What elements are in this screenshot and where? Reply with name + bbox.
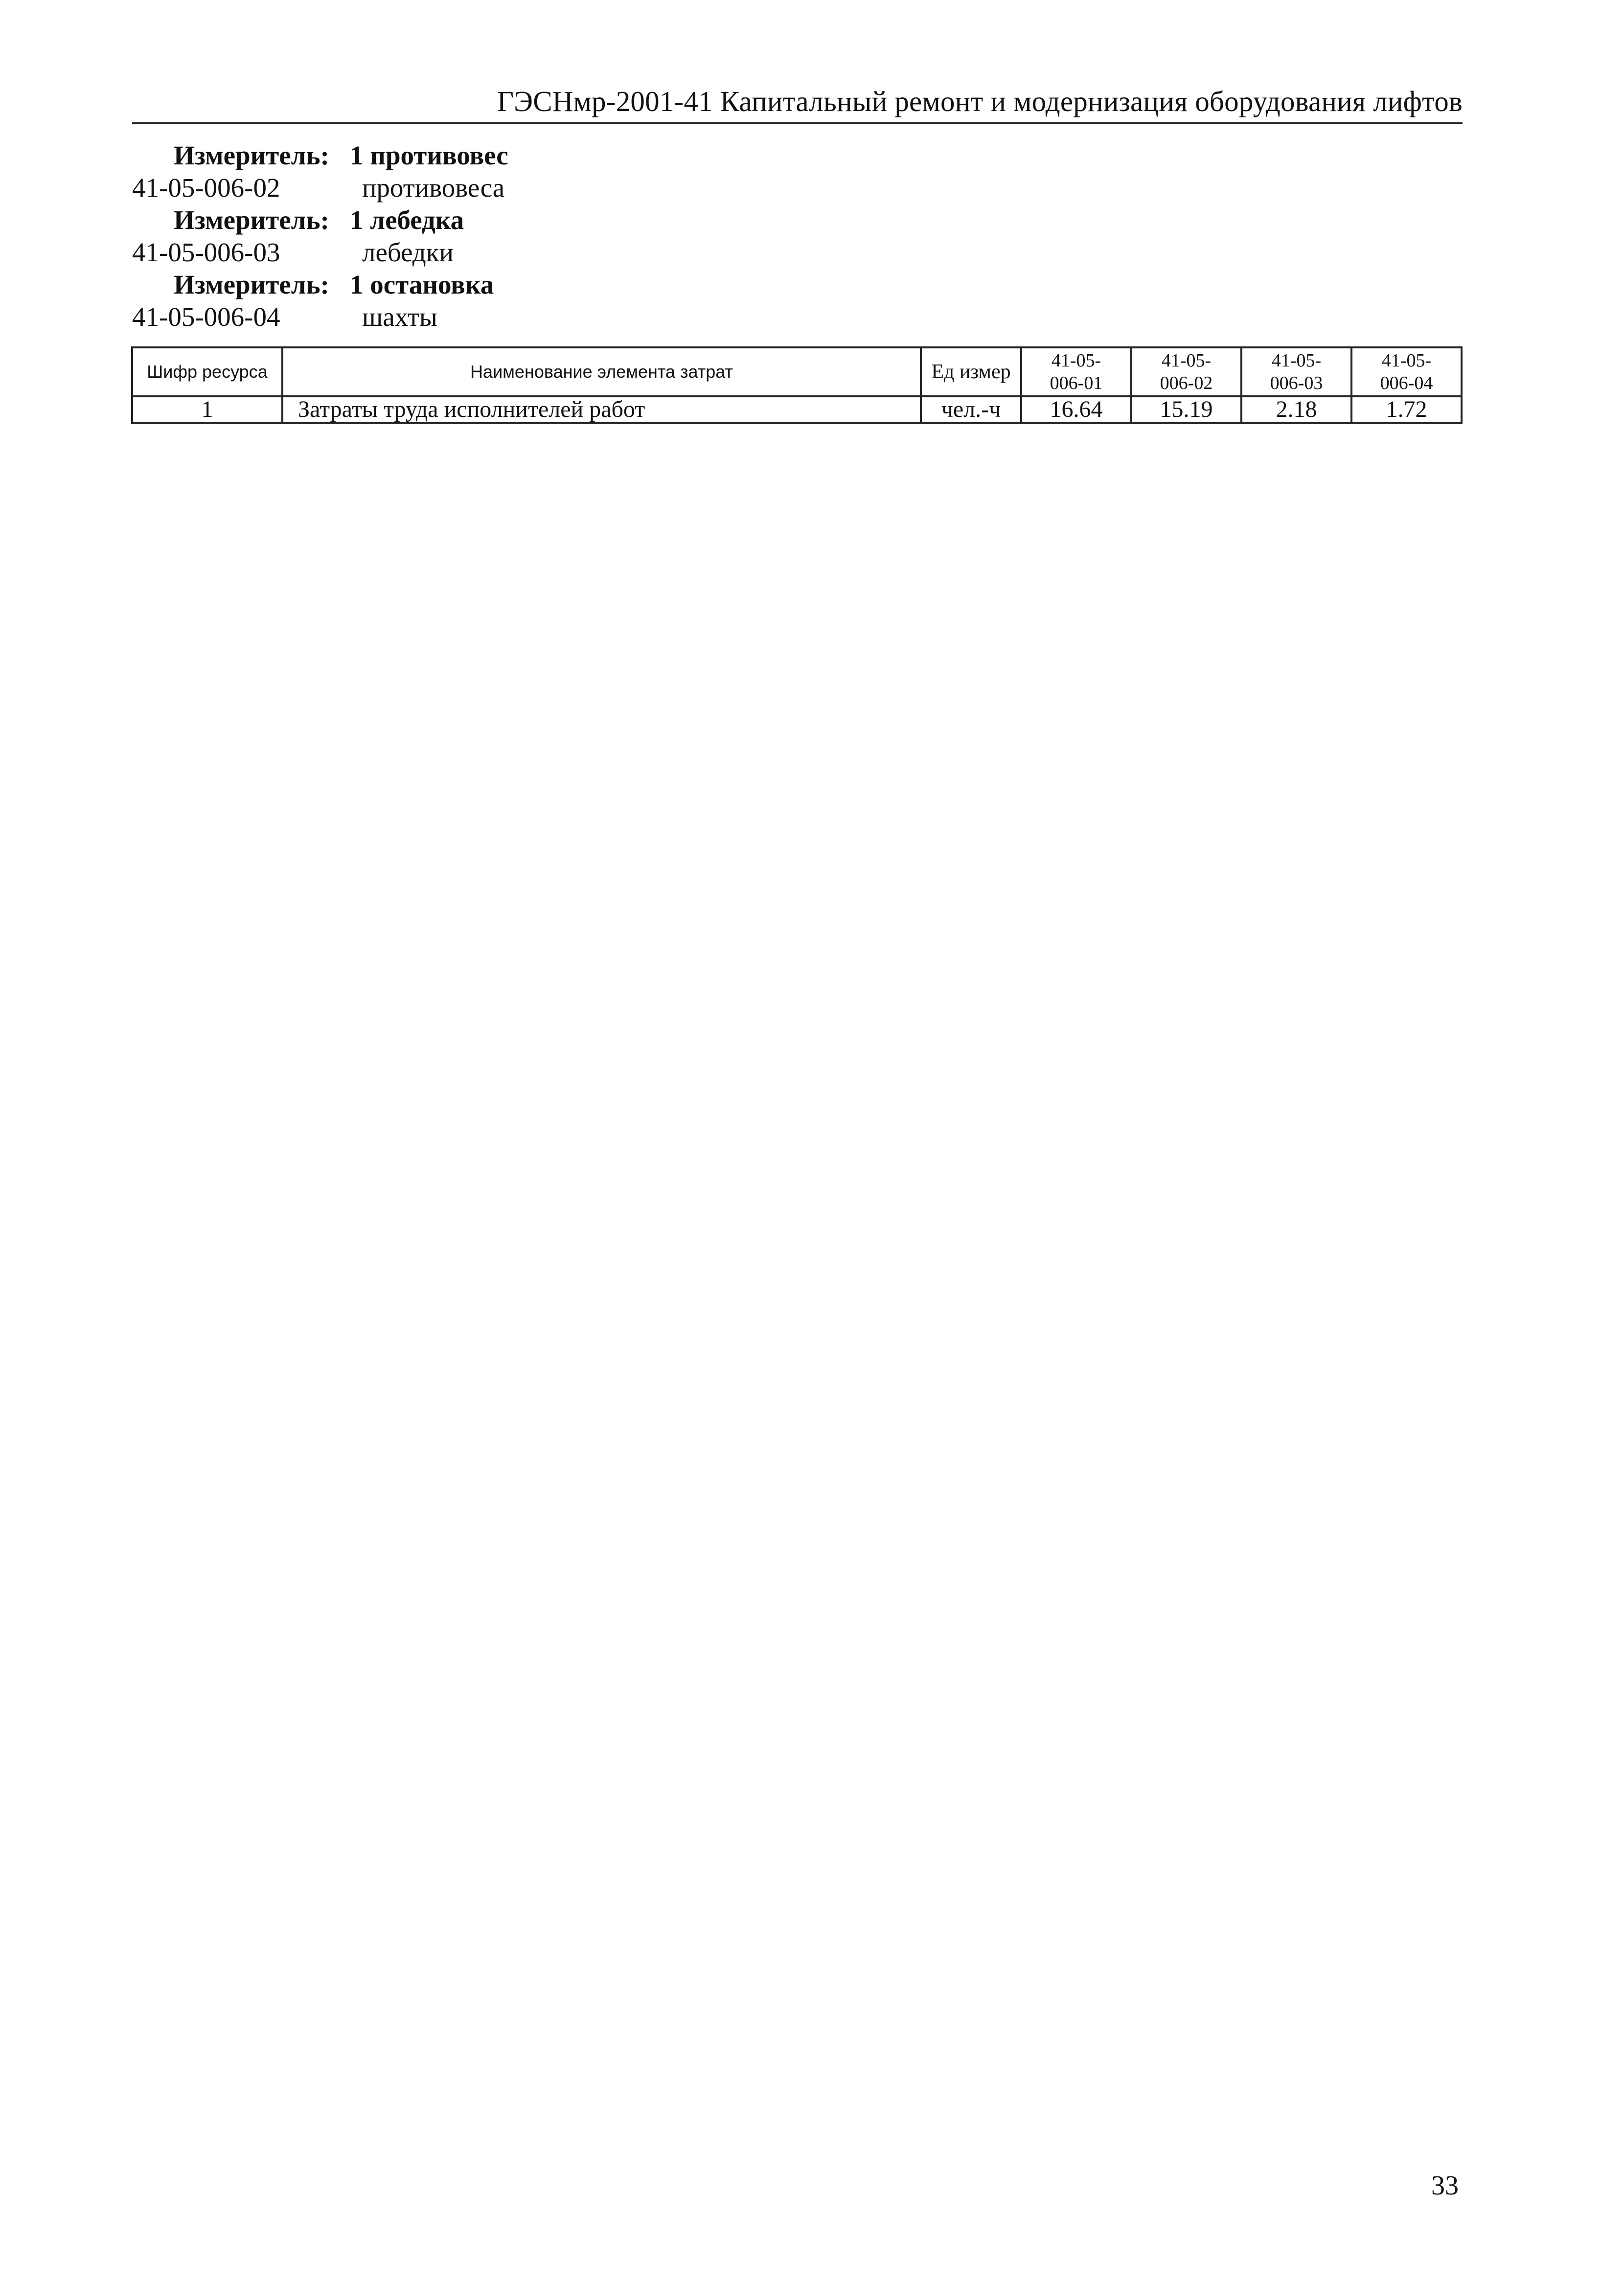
header-norm-column (1241, 347, 1351, 396)
header-norm-code-bottom: 006-02 (1160, 373, 1213, 393)
table-header-row (132, 347, 1462, 396)
meter-line (132, 269, 866, 301)
cell-resource-code: 1 (132, 396, 282, 423)
header-unit: Ед измер (921, 347, 1021, 396)
meter-value: 1 лебедка (350, 205, 464, 235)
header-norm-code-top: 41-05- (1271, 350, 1322, 371)
header-norm-column (1131, 347, 1241, 396)
header-norm-code-bottom: 006-03 (1270, 373, 1323, 393)
header-cost-element-name: Наименование элемента затрат (282, 347, 921, 396)
resource-cost-table (131, 346, 1463, 424)
norm-code: 41-05-006-03 (132, 237, 280, 267)
norm-code: 41-05-006-04 (132, 302, 280, 332)
norm-name: лебедки (362, 237, 454, 267)
table-row (132, 396, 1462, 423)
meter-label: Измеритель: (174, 140, 329, 170)
norm-code: 41-05-006-02 (132, 173, 280, 203)
header-resource-code: Шифр ресурса (132, 347, 282, 396)
header-norm-code-bottom: 006-04 (1380, 373, 1433, 393)
norm-line (132, 301, 866, 333)
running-header (132, 78, 1463, 124)
cell-value: 15.19 (1131, 396, 1241, 423)
cell-value: 1.72 (1351, 396, 1462, 423)
norm-line (132, 236, 866, 269)
meter-line (132, 204, 866, 236)
header-norm-code-bottom: 006-01 (1050, 373, 1103, 393)
header-norm-code-top: 41-05- (1161, 350, 1212, 371)
cell-unit: чел.-ч (921, 396, 1021, 423)
meter-label: Измеритель: (174, 270, 329, 299)
cell-value: 2.18 (1241, 396, 1351, 423)
norm-name: противовеса (362, 173, 505, 203)
page-number: 33 (1431, 2170, 1459, 2201)
header-norm-column (1021, 347, 1131, 396)
meter-value: 1 остановка (350, 270, 494, 299)
cell-value: 16.64 (1021, 396, 1131, 423)
header-norm-code-top: 41-05- (1051, 350, 1101, 371)
meters-block (132, 139, 866, 333)
meter-value: 1 противовес (350, 140, 508, 170)
meter-label: Измеритель: (174, 205, 329, 235)
header-norm-code-top: 41-05- (1381, 350, 1432, 371)
header-norm-column (1351, 347, 1462, 396)
meter-line (132, 139, 866, 172)
norm-name: шахты (362, 302, 437, 332)
header-title: ГЭСНмр-2001-41 Капитальный ремонт и модернизация оборудования лифтов (497, 85, 1463, 117)
norm-line (132, 172, 866, 204)
cell-cost-element-name: Затраты труда исполнителей работ (282, 396, 921, 423)
